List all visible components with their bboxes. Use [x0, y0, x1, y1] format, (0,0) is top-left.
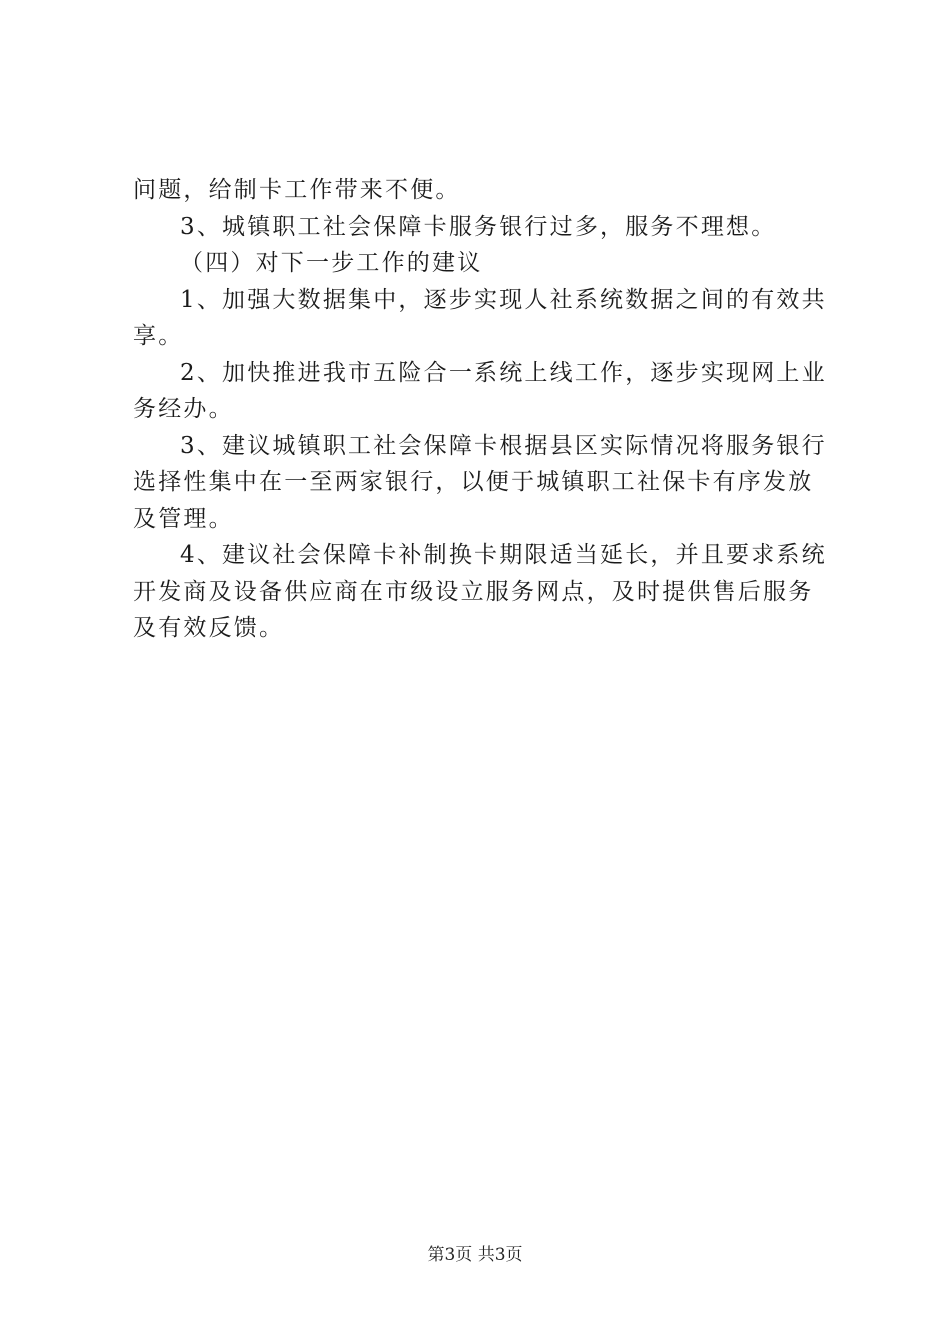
paragraph-line: 选择性集中在一至两家银行，以便于城镇职工社保卡有序发放 [133, 469, 814, 495]
paragraph-line: 开发商及设备供应商在市级设立服务网点，及时提供售后服务 [133, 578, 814, 605]
paragraph-line: 2、加快推进我市五险合一系统上线工作，逐步实现网上业 [180, 359, 827, 386]
paragraph-line: 享。 [133, 323, 184, 349]
paragraph-line: 4、建议社会保障卡补制换卡期限适当延长，并且要求系统 [180, 542, 827, 568]
paragraph-line: 及管理。 [133, 505, 234, 532]
paragraph-line: 3、城镇职工社会保障卡服务银行过多，服务不理想。 [180, 213, 777, 240]
paragraph-line: 及有效反馈。 [133, 615, 285, 641]
paragraph-line: 务经办。 [133, 396, 234, 422]
document-body [133, 172, 833, 647]
section-heading: （四）对下一步工作的建议 [180, 250, 483, 276]
paragraph-line: 3、建议城镇职工社会保障卡根据县区实际情况将服务银行 [180, 432, 827, 459]
paragraph-line: 问题，给制卡工作带来不便。 [133, 177, 461, 203]
paragraph-line: 1、加强大数据集中，逐步实现人社系统数据之间的有效共 [180, 286, 827, 313]
page-number-footer: 第3页 共3页 [427, 1245, 523, 1265]
